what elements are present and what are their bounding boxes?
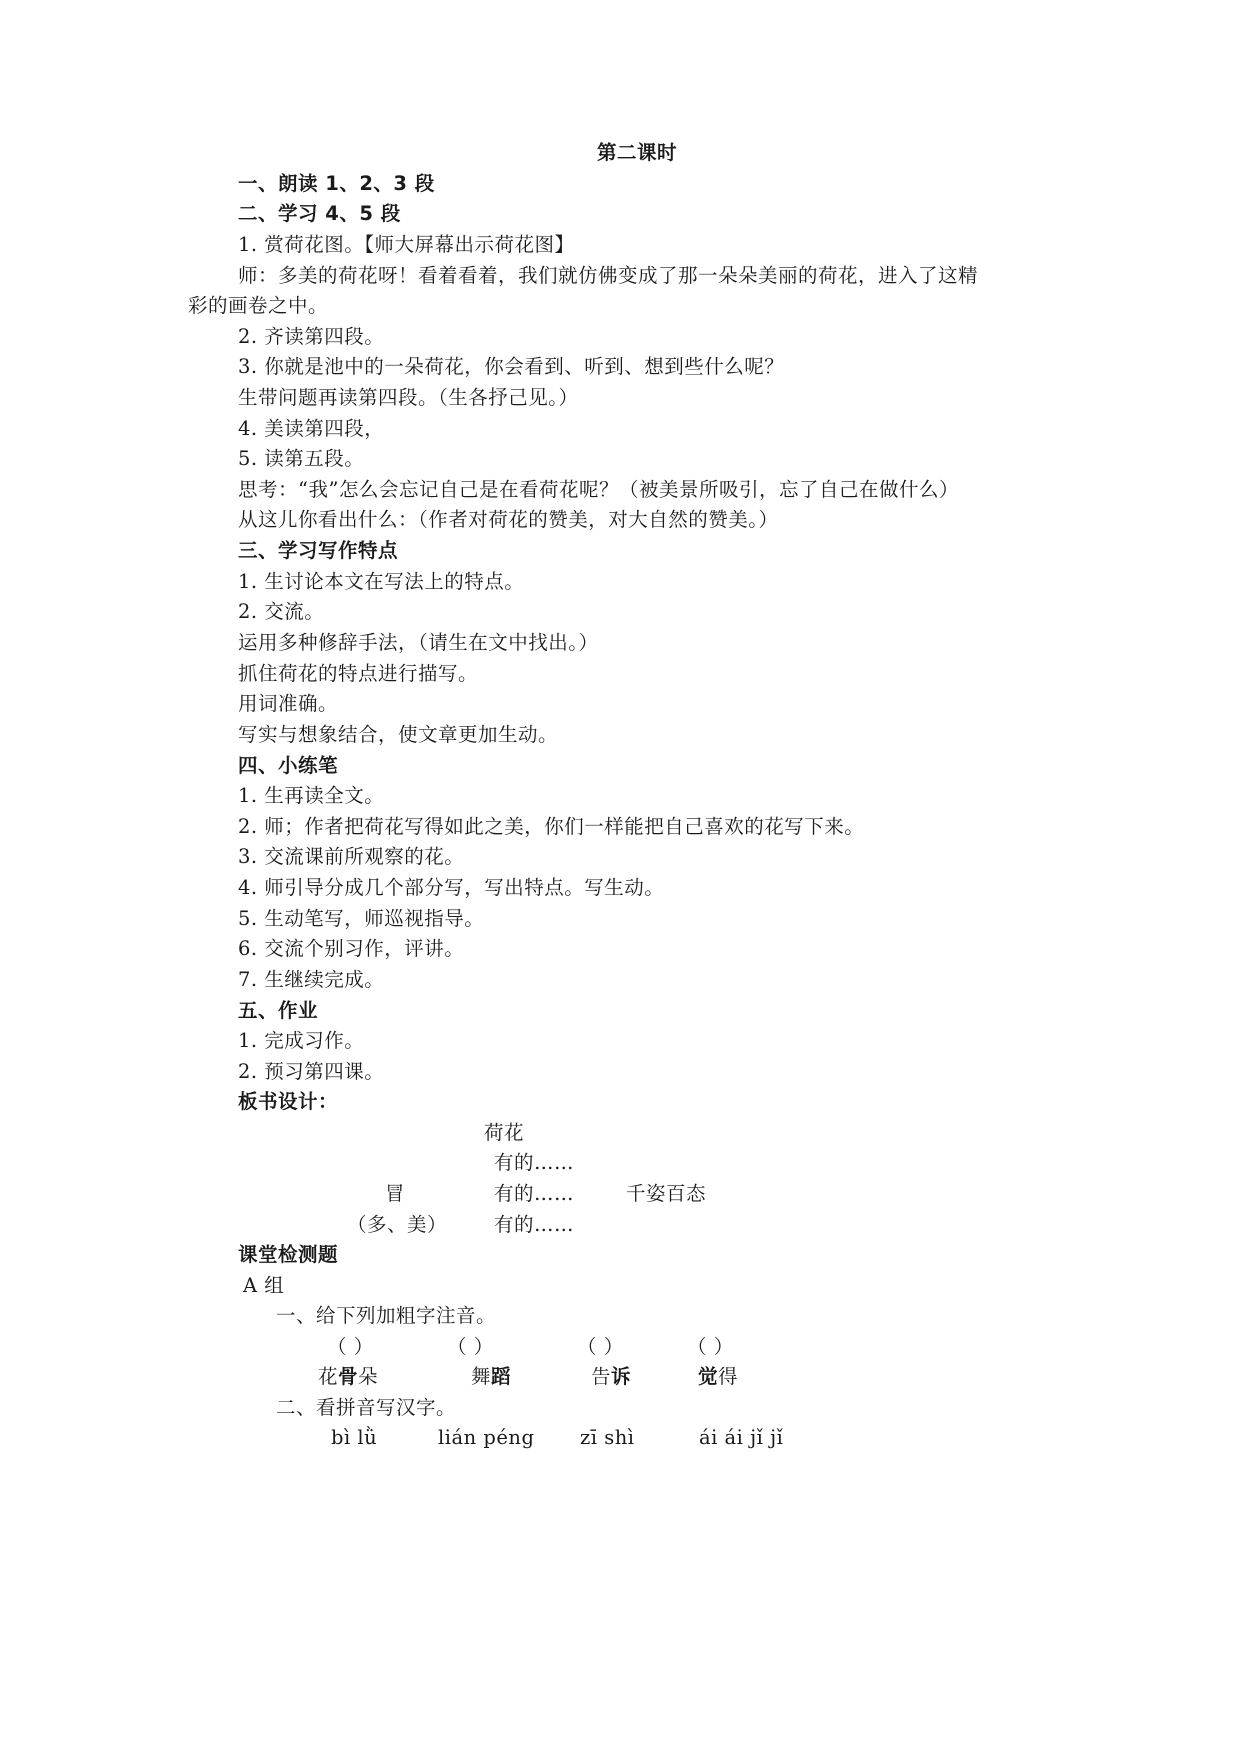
section-4-heading: 四、小练笔	[238, 754, 339, 777]
word-char: 朵	[358, 1365, 379, 1388]
text-line: 抓住荷花的特点进行描写。	[238, 662, 479, 685]
section-5-heading: 五、作业	[238, 999, 319, 1022]
text-line: 师：多美的荷花呀！看着看着，我们就仿佛变成了那一朵朵美丽的荷花，进入了这精	[238, 264, 979, 287]
test-question: 二、看拼音写汉字。	[276, 1396, 457, 1419]
answer-blank: （ ）	[447, 1335, 494, 1358]
text-line: 3. 你就是池中的一朵荷花，你会看到、听到、想到些什么呢？	[238, 355, 785, 378]
test-group-label: A 组	[243, 1274, 285, 1297]
text-line: 写实与想象结合，使文章更加生动。	[238, 723, 559, 746]
pinyin: ái ái jǐ jǐ	[699, 1426, 784, 1449]
word-char: 舞	[471, 1365, 492, 1388]
text-line: 3. 交流课前所观察的花。	[238, 845, 465, 868]
text-line: 5. 生动笔写，师巡视指导。	[238, 907, 485, 930]
text-line: 1. 生讨论本文在写法上的特点。	[238, 570, 525, 593]
text-line: 1. 赏荷花图。【师大屏幕出示荷花图】	[238, 233, 575, 256]
text-line: 2. 预习第四课。	[238, 1060, 385, 1083]
text-line: 生带问题再读第四段。（生各抒己见。）	[238, 386, 579, 409]
board-item: 有的……	[494, 1151, 575, 1174]
test-heading: 课堂检测题	[238, 1243, 339, 1266]
word-char: 花	[318, 1365, 339, 1388]
board-design-heading: 板书设计：	[238, 1090, 339, 1113]
word-char-bold: 诉	[611, 1365, 632, 1388]
board-item: 千姿百态	[626, 1182, 707, 1205]
answer-blank: （ ）	[577, 1335, 624, 1358]
text-line: 彩的画卷之中。	[188, 294, 329, 317]
pinyin: zī shì	[580, 1426, 635, 1449]
word-char-bold: 觉	[698, 1365, 719, 1388]
test-word	[698, 1364, 738, 1390]
text-line: 运用多种修辞手法，（请生在文中找出。）	[238, 631, 599, 654]
word-char: 得	[718, 1365, 739, 1388]
lesson-title: 第二课时	[597, 141, 678, 164]
board-item: 有的……	[494, 1182, 575, 1205]
answer-blank: （ ）	[687, 1335, 734, 1358]
text-line: 用词准确。	[238, 692, 339, 715]
text-line: 7. 生继续完成。	[238, 968, 385, 991]
text-line: 1. 完成习作。	[238, 1029, 365, 1052]
answer-blank: （ ）	[327, 1335, 374, 1358]
board-item: 有的……	[494, 1213, 575, 1236]
text-line: 5. 读第五段。	[238, 447, 365, 470]
test-word	[471, 1364, 511, 1390]
test-word	[318, 1364, 378, 1390]
text-line: 2. 齐读第四段。	[238, 325, 385, 348]
test-word	[591, 1364, 631, 1390]
word-char: 告	[591, 1365, 612, 1388]
pinyin: bì lǜ	[331, 1426, 378, 1449]
section-1-heading: 一、朗读 1、2、3 段	[238, 172, 435, 195]
test-question: 一、给下列加粗字注音。	[276, 1304, 497, 1327]
board-item: （多、美）	[347, 1213, 448, 1236]
text-line: 思考：“我”怎么会忘记自己是在看荷花呢？（被美景所吸引，忘了自己在做什么）	[238, 478, 959, 501]
text-line: 2. 师；作者把荷花写得如此之美，你们一样能把自己喜欢的花写下来。	[238, 815, 865, 838]
board-item: 冒	[385, 1182, 406, 1205]
word-char-bold: 骨	[338, 1365, 359, 1388]
section-2-heading: 二、学习 4、5 段	[238, 202, 401, 225]
section-3-heading: 三、学习写作特点	[238, 539, 399, 562]
text-line: 2. 交流。	[238, 600, 325, 623]
text-line: 4. 美读第四段，	[238, 417, 385, 440]
text-line: 4. 师引导分成几个部分写，写出特点。写生动。	[238, 876, 665, 899]
word-char-bold: 蹈	[491, 1365, 512, 1388]
text-line: 从这儿你看出什么：（作者对荷花的赞美，对大自然的赞美。）	[238, 508, 779, 531]
board-center-word: 荷花	[484, 1121, 525, 1144]
pinyin: lián péng	[438, 1426, 535, 1449]
text-line: 1. 生再读全文。	[238, 784, 385, 807]
text-line: 6. 交流个别习作，评讲。	[238, 937, 465, 960]
